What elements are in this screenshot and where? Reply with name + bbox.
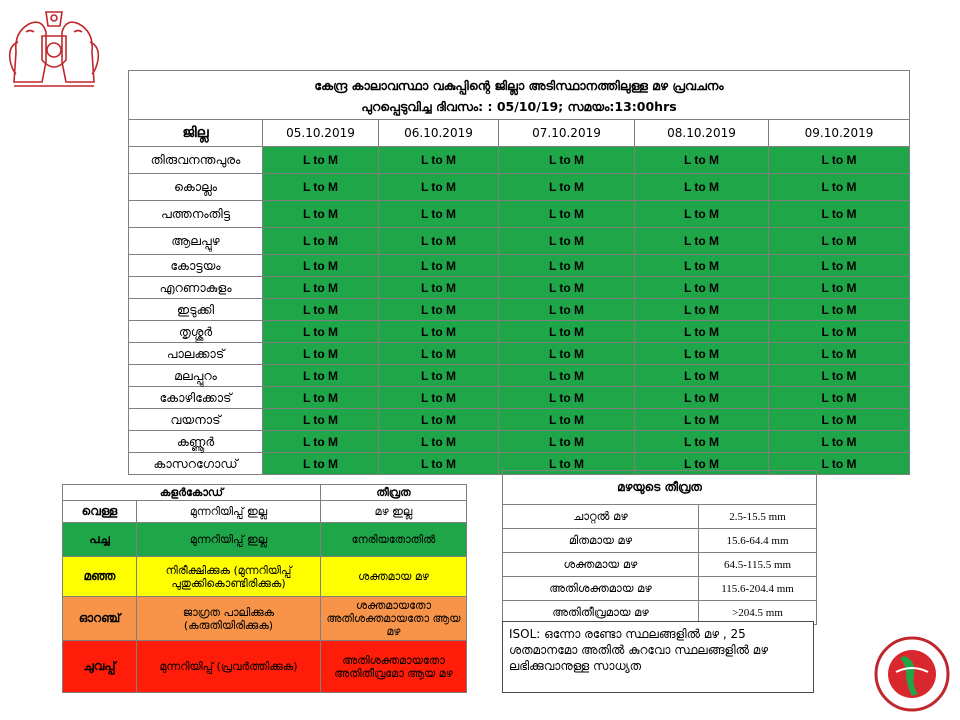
color-name: ഓറഞ്ച് [63, 597, 137, 641]
forecast-value: L to M [379, 431, 499, 453]
forecast-value: L to M [635, 201, 769, 228]
forecast-value: L to M [263, 147, 379, 174]
intensity-header: തീവ്രത [321, 485, 467, 501]
district-row [129, 228, 910, 255]
forecast-value: L to M [499, 255, 635, 277]
forecast-value: L to M [769, 299, 910, 321]
forecast-value: L to M [769, 147, 910, 174]
color-meaning: അതിശക്തമായതോ അതിതീവ്രമോ ആയ മഴ [321, 641, 467, 693]
district-row [129, 299, 910, 321]
intensity-label: അതിതീവ്രമായ മഴ [503, 601, 699, 625]
district-name: കാസറഗോഡ് [129, 453, 263, 475]
intensity-label: മിതമായ മഴ [503, 529, 699, 553]
forecast-value: L to M [635, 321, 769, 343]
forecast-value: L to M [635, 228, 769, 255]
forecast-value: L to M [635, 453, 769, 475]
forecast-value: L to M [263, 453, 379, 475]
intensity-label: ശക്തമായ മഴ [503, 553, 699, 577]
forecast-value: L to M [379, 343, 499, 365]
forecast-value: L to M [379, 409, 499, 431]
intensity-row [503, 505, 817, 529]
intensity-range: 2.5-15.5 mm [699, 505, 817, 529]
issued-datetime: പുറപ്പെടുവിച്ച ദിവസം: : 05/10/19; സമയം:13:00hrs [361, 99, 677, 114]
rain-intensity-table [502, 470, 817, 625]
forecast-value: L to M [379, 201, 499, 228]
forecast-value: L to M [769, 174, 910, 201]
color-action: മുന്നറിയിപ്പ് ഇല്ല [137, 523, 321, 557]
district-row [129, 409, 910, 431]
forecast-value: L to M [769, 228, 910, 255]
forecast-value: L to M [499, 147, 635, 174]
forecast-value: L to M [499, 409, 635, 431]
district-row [129, 277, 910, 299]
intensity-row [503, 553, 817, 577]
forecast-title: കേന്ദ്ര കാലാവസ്ഥാ വകുപ്പിന്റെ ജില്ലാ അടിസ്ഥാനത്തിലുള്ള മഴ പ്രവചനം [314, 78, 724, 93]
color-action: മുന്നറിയിപ്പ് ഇല്ല [137, 501, 321, 523]
forecast-value: L to M [379, 365, 499, 387]
district-name: തൃശ്ശൂർ [129, 321, 263, 343]
color-meaning: ശക്തമായ മഴ [321, 557, 467, 597]
forecast-value: L to M [263, 201, 379, 228]
color-code-row [63, 597, 467, 641]
forecast-value: L to M [499, 228, 635, 255]
forecast-value: L to M [379, 277, 499, 299]
color-code-header: കളർകോഡ് [63, 485, 321, 501]
forecast-value: L to M [263, 343, 379, 365]
forecast-value: L to M [635, 147, 769, 174]
forecast-value: L to M [635, 387, 769, 409]
district-row [129, 365, 910, 387]
color-name: ചുവപ്പ് [63, 641, 137, 693]
forecast-header-row [129, 120, 910, 147]
forecast-value: L to M [769, 453, 910, 475]
district-name: എറണാകുളം [129, 277, 263, 299]
forecast-value: L to M [263, 409, 379, 431]
forecast-value: L to M [263, 277, 379, 299]
forecast-value: L to M [769, 365, 910, 387]
district-row [129, 431, 910, 453]
forecast-value: L to M [499, 387, 635, 409]
district-name: വയനാട് [129, 409, 263, 431]
district-name: തിരുവനന്തപുരം [129, 147, 263, 174]
color-code-row [63, 557, 467, 597]
color-meaning: ശക്തമായതോ അതിശക്തമായതോ ആയ മഴ [321, 597, 467, 641]
district-name: കൊല്ലം [129, 174, 263, 201]
district-name: പത്തനംതിട്ട [129, 201, 263, 228]
district-name: ആലപ്പുഴ [129, 228, 263, 255]
forecast-value: L to M [263, 431, 379, 453]
intensity-label: ചാറ്റൽ മഴ [503, 505, 699, 529]
forecast-title-cell [129, 71, 910, 120]
forecast-value: L to M [499, 365, 635, 387]
color-code-row [63, 501, 467, 523]
forecast-value: L to M [635, 277, 769, 299]
color-meaning: നേരിയതോതിൽ [321, 523, 467, 557]
forecast-value: L to M [635, 431, 769, 453]
forecast-value: L to M [499, 277, 635, 299]
forecast-value: L to M [379, 255, 499, 277]
district-row [129, 201, 910, 228]
forecast-value: L to M [499, 201, 635, 228]
forecast-value: L to M [635, 174, 769, 201]
forecast-value: L to M [379, 453, 499, 475]
district-name: കോഴിക്കോട് [129, 387, 263, 409]
district-name: പാലക്കാട് [129, 343, 263, 365]
forecast-value: L to M [499, 453, 635, 475]
intensity-label: അതിശക്തമായ മഴ [503, 577, 699, 601]
forecast-value: L to M [263, 228, 379, 255]
date-header: 05.10.2019 [263, 120, 379, 147]
district-row [129, 174, 910, 201]
intensity-range: 64.5-115.5 mm [699, 553, 817, 577]
intensity-range: >204.5 mm [699, 601, 817, 625]
color-code-row [63, 641, 467, 693]
color-code-row [63, 523, 467, 557]
forecast-value: L to M [379, 174, 499, 201]
forecast-value: L to M [499, 431, 635, 453]
date-header: 06.10.2019 [379, 120, 499, 147]
forecast-value: L to M [769, 255, 910, 277]
forecast-value: L to M [769, 321, 910, 343]
forecast-value: L to M [499, 321, 635, 343]
forecast-value: L to M [263, 321, 379, 343]
date-header: 09.10.2019 [769, 120, 910, 147]
forecast-value: L to M [379, 299, 499, 321]
isol-note: ISOL: ഒന്നോ രണ്ടോ സ്ഥലങ്ങളിൽ മഴ , 25 ശതമാനമോ അതിൽ കുറവോ സ്ഥലങ്ങളിൽ മഴ ലഭിക്കുവാനുള്ള സാധ്യത [502, 621, 814, 693]
intensity-row [503, 529, 817, 553]
forecast-value: L to M [635, 409, 769, 431]
color-name: പച്ച [63, 523, 137, 557]
forecast-value: L to M [769, 343, 910, 365]
district-name: ഇടുക്കി [129, 299, 263, 321]
forecast-value: L to M [499, 343, 635, 365]
color-action: ജാഗ്രത പാലിക്കുക (കരുതിയിരിക്കുക) [137, 597, 321, 641]
district-row [129, 321, 910, 343]
district-row [129, 387, 910, 409]
forecast-value: L to M [263, 387, 379, 409]
disaster-management-logo-icon [872, 634, 952, 714]
district-row [129, 147, 910, 174]
forecast-value: L to M [499, 299, 635, 321]
color-action: നിരീക്ഷിക്കുക (മുന്നറിയിപ്പ് പുതുക്കികൊണ്ടിരിക്കുക) [137, 557, 321, 597]
color-name: മഞ്ഞ [63, 557, 137, 597]
forecast-value: L to M [263, 255, 379, 277]
forecast-value: L to M [769, 431, 910, 453]
forecast-value: L to M [769, 201, 910, 228]
forecast-value: L to M [635, 343, 769, 365]
forecast-value: L to M [263, 174, 379, 201]
district-row [129, 343, 910, 365]
forecast-value: L to M [263, 365, 379, 387]
forecast-value: L to M [499, 174, 635, 201]
district-name: കോട്ടയം [129, 255, 263, 277]
color-name: വെള്ള [63, 501, 137, 523]
forecast-value: L to M [263, 299, 379, 321]
forecast-table [128, 70, 910, 475]
color-code-table [62, 484, 467, 693]
rain-intensity-title: മഴയുടെ തീവ്രത [503, 471, 817, 505]
kerala-emblem-icon [4, 2, 104, 94]
forecast-value: L to M [635, 255, 769, 277]
intensity-range: 15.6-64.4 mm [699, 529, 817, 553]
forecast-value: L to M [379, 321, 499, 343]
intensity-row [503, 577, 817, 601]
date-header: 08.10.2019 [635, 120, 769, 147]
intensity-range: 115.6-204.4 mm [699, 577, 817, 601]
forecast-value: L to M [635, 299, 769, 321]
forecast-value: L to M [635, 365, 769, 387]
forecast-value: L to M [769, 387, 910, 409]
forecast-value: L to M [379, 228, 499, 255]
forecast-value: L to M [379, 147, 499, 174]
forecast-value: L to M [769, 409, 910, 431]
color-action: മുന്നറിയിപ്പ് (പ്രവർത്തിക്കുക) [137, 641, 321, 693]
district-row [129, 255, 910, 277]
forecast-value: L to M [769, 277, 910, 299]
color-meaning: മഴ ഇല്ല [321, 501, 467, 523]
date-header: 07.10.2019 [499, 120, 635, 147]
forecast-value: L to M [379, 387, 499, 409]
district-column-header: ജില്ല [129, 120, 263, 147]
district-name: മലപ്പുറം [129, 365, 263, 387]
district-name: കണ്ണൂർ [129, 431, 263, 453]
